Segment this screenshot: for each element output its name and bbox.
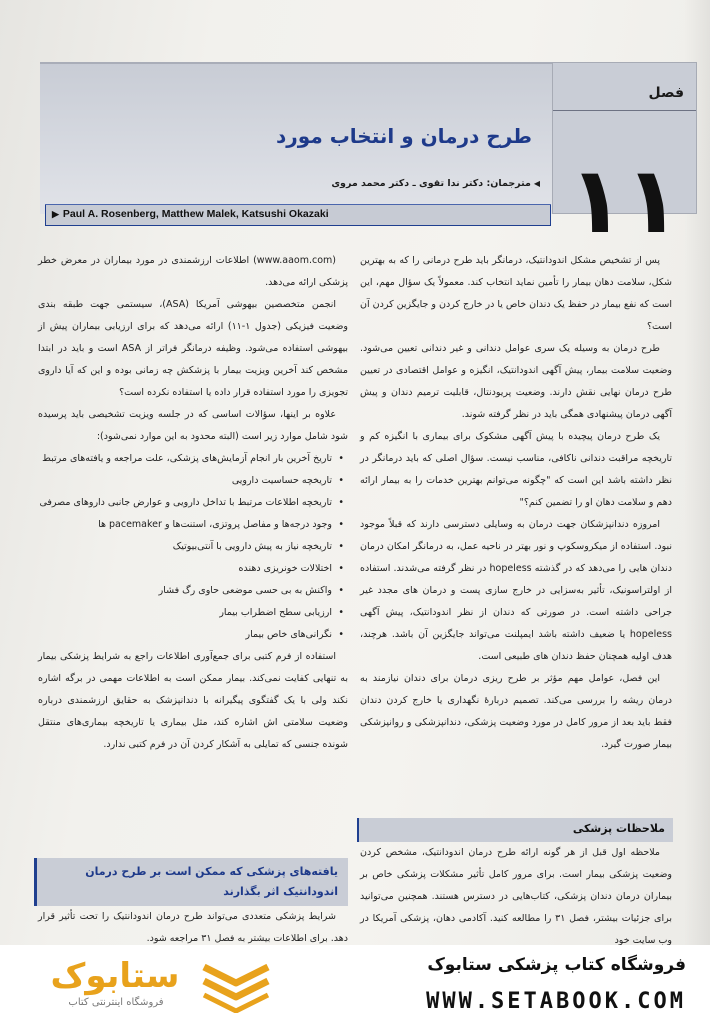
- authors-line: [52, 208, 329, 220]
- paragraph: پس از تشخیص مشکل اندودانتیک، درمانگر باید طرح درمانی را که به بهترین شکل، سلامت دهان بیمار را تأمین نماید انتخاب کند. معمولاً یک سؤال مهم، این است که نفع بیمار در حفظ یک دندان خاص یا در خارج کردن و جایگزین کردن آن است؟: [359, 255, 672, 332]
- paragraph: این فصل، عوامل مهم مؤثر بر طرح ریزی درمان برای دندان نیازمند به درمان ریشه را بررسی می‌کند. تصمیم دربارهٔ نگهداری یا خارج کردن دندان فقط باید بعد از مرور کامل در مورد وضعیت پزشکی، دندانپزشکی و روانپزشکی بیمار صورت گیرد.: [360, 673, 672, 750]
- store-url[interactable]: WWW.SETABOOK.COM: [426, 989, 686, 1014]
- chapter-title: طرح درمان و انتخاب مورد: [276, 124, 532, 148]
- list-item: • واکنش به بی حسی موضعی حاوی رگ فشار: [38, 580, 348, 602]
- title-top-rule: [40, 62, 552, 64]
- footer-banner: [0, 945, 710, 1024]
- triangle-marker-icon: ▶: [52, 209, 59, 219]
- paragraph: (www.aaom.com) اطلاعات ارزشمندی در مورد بیماران در معرض خطر پزشکی ارائه می‌دهد.: [38, 255, 348, 288]
- paragraph: علاوه بر اینها، سؤالات اساسی که در جلسه ویزیت تشخیصی باید پرسیده شود شامل موارد زیر است (البته محدود به این موارد نمی‌شود):: [38, 409, 348, 442]
- paragraph: ملاحظه اول قبل از هر گونه ارائه طرح درمان اندودانتیک، مشخص کردن وضعیت پزشکی بیمار است. برای مرور کامل تأثیر مشکلات پزشکی خاص بر بیماران درمان دندان پزشکی، کتاب‌هایی در دسترس هستند. همچنین می‌توانید برای جزئیات بیشتر، فصل ۳۱ را مطالعه کنید. آکادمی دهان، پزشکی آمریکا در وب سایت خود: [360, 847, 672, 945]
- right-column: [360, 250, 672, 756]
- paragraph: یک طرح درمان پیچیده با پیش آگهی مشکوک برای بیماری با انگیزه کم و تاریخچه مراقبت دندانی ناکافی، مناسب نیست. سؤال اصلی که باید درمانگر در نظر داشته باشد این است که "چگونه می‌توانم بهترین خدمات را به بیمار ارائه دهم و سلامت دهان او را تضمین کنم؟": [360, 431, 672, 508]
- list-item: • تاریخچه اطلاعات مرتبط با تداخل دارویی و عوارض جانبی داروهای مصرفی: [38, 492, 348, 514]
- paragraph: امروزه دندانپزشکان جهت درمان به وسایلی دسترسی دارند که قبلاً موجود نبود. استفاده از میکروسکوپ و نور بهتر در ناحیه عمل، به درمانگر امکان درمان دندان هایی را می‌دهد که در گذشته hopeless در نظر گرفته می‌شدند. استفاده از اولتراسونیک، تأثیر به‌سزایی در خارج سازی پست و درمان های مجدد غیر جراحی داشته است. در صورتی که دندان از نظر اندودانتیک، پیش آگهی hopeless یا ضعیف داشته باشد ایمپلنت می‌تواند جایگزین آن باشد. هرچند، هدف اولیه همچنان حفظ دندان های طبیعی است.: [360, 519, 672, 662]
- list-item: • نگرانی‌های خاص بیمار: [38, 624, 348, 646]
- translators-line: [331, 178, 540, 189]
- authors-text: Paul A. Rosenberg, Matthew Malek, Katsushi Okazaki: [62, 208, 329, 220]
- list-item: • تاریخچه نیاز به پیش دارویی با آنتی‌بیوتیک: [38, 536, 348, 558]
- logo-wordmark: ستابوک: [50, 956, 180, 996]
- paragraph: استفاده از فرم کتبی برای جمع‌آوری اطلاعات راجع به شرایط پزشکی بیمار به تنهایی کفایت نمی‌کند. بیمار ممکن است به اطلاعات مهمی در برگه اشاره نکند ولی با یک گفتگوی پیگیرانه با دندانپزشک به حقایق ارزشمندی درباره وضعیت سلامتی اش اشاره کند، مثل بیماری یا تاریخچه بیماری‌های منتقل شونده جنسی که تمایلی به آشکار کردن آن در فرم کتبی ندارد.: [38, 651, 348, 750]
- chapter-number: ۱۱: [568, 147, 681, 254]
- left-column: [38, 250, 348, 756]
- book-logo-icon: [200, 957, 272, 1013]
- triangle-marker-icon: ◀: [533, 179, 540, 188]
- chapter-number-box: [552, 62, 697, 254]
- chapter-label: فصل: [648, 85, 684, 101]
- right-column-continued: [360, 842, 672, 945]
- list-item: • وجود درجه‌ها و مفاصل پروتزی، استنت‌ها و pacemaker ها: [38, 514, 348, 536]
- list-item: • تاریخچه حساسیت دارویی: [38, 470, 348, 492]
- left-column-continued: [38, 906, 348, 945]
- list-item: • تاریخ آخرین بار انجام آزمایش‌های پزشکی، علت مراجعه و یافته‌های مرتبط: [38, 448, 348, 470]
- section-heading: ملاحظات پزشکی: [572, 822, 665, 835]
- logo-subtitle: فروشگاه اینترنتی کتاب: [68, 997, 164, 1008]
- section-heading-box: [357, 818, 673, 842]
- store-name: فروشگاه کتاب پزشکی ستابوک: [427, 955, 686, 975]
- paragraph: شرایط پزشکی متعددی می‌تواند طرح درمان اندودانتیک را تحت تأثیر قرار دهد. برای اطلاعات بیشتر به فصل ۳۱ مراجعه شود.: [38, 911, 348, 944]
- list-item: • اختلالات خونریزی دهنده: [38, 558, 348, 580]
- list-item: • ارزیابی سطح اضطراب بیمار: [38, 602, 348, 624]
- highlight-heading-box: [34, 858, 348, 906]
- translators-text: مترجمان: دکتر ندا تقوی ـ دکتر محمد مروی: [331, 178, 531, 189]
- chapter-divider: [553, 110, 696, 111]
- highlight-heading: یافته‌های پزشکی که ممکن است بر طرح درمان اندودانتیک اثر بگذارند: [85, 865, 338, 898]
- paragraph: انجمن متخصصین بیهوشی آمریکا (ASA)، سیستمی جهت طبقه بندی وضعیت فیزیکی (جدول ۱-۱۱) ارائه می‌دهد که برای ارزیابی بیماران پیش از بیهوشی استفاده می‌شود. وظیفه درمانگر فراتر از ASA است و باید در ابتدا مشخص کند آخرین ویزیت بیمار با پزشکش چه زمانی بوده و این که آیا داروی تجویزی را مورد استفاده قرار داده یا استفاده نکرده است؟: [38, 299, 348, 398]
- paragraph: طرح درمان به وسیله یک سری عوامل دندانی و غیر دندانی تعیین می‌شود. وضعیت سلامت بیمار، پیش آگهی اندودانتیک، انگیزه و عوامل اقتصادی در تعیین طرح درمان نهایی نقش دارند. وضعیت پریودنتال، قابلیت ترمیم دندان و پیش آگهی درمان پیشنهادی همگی باید در نظر گرفته شوند.: [360, 343, 672, 420]
